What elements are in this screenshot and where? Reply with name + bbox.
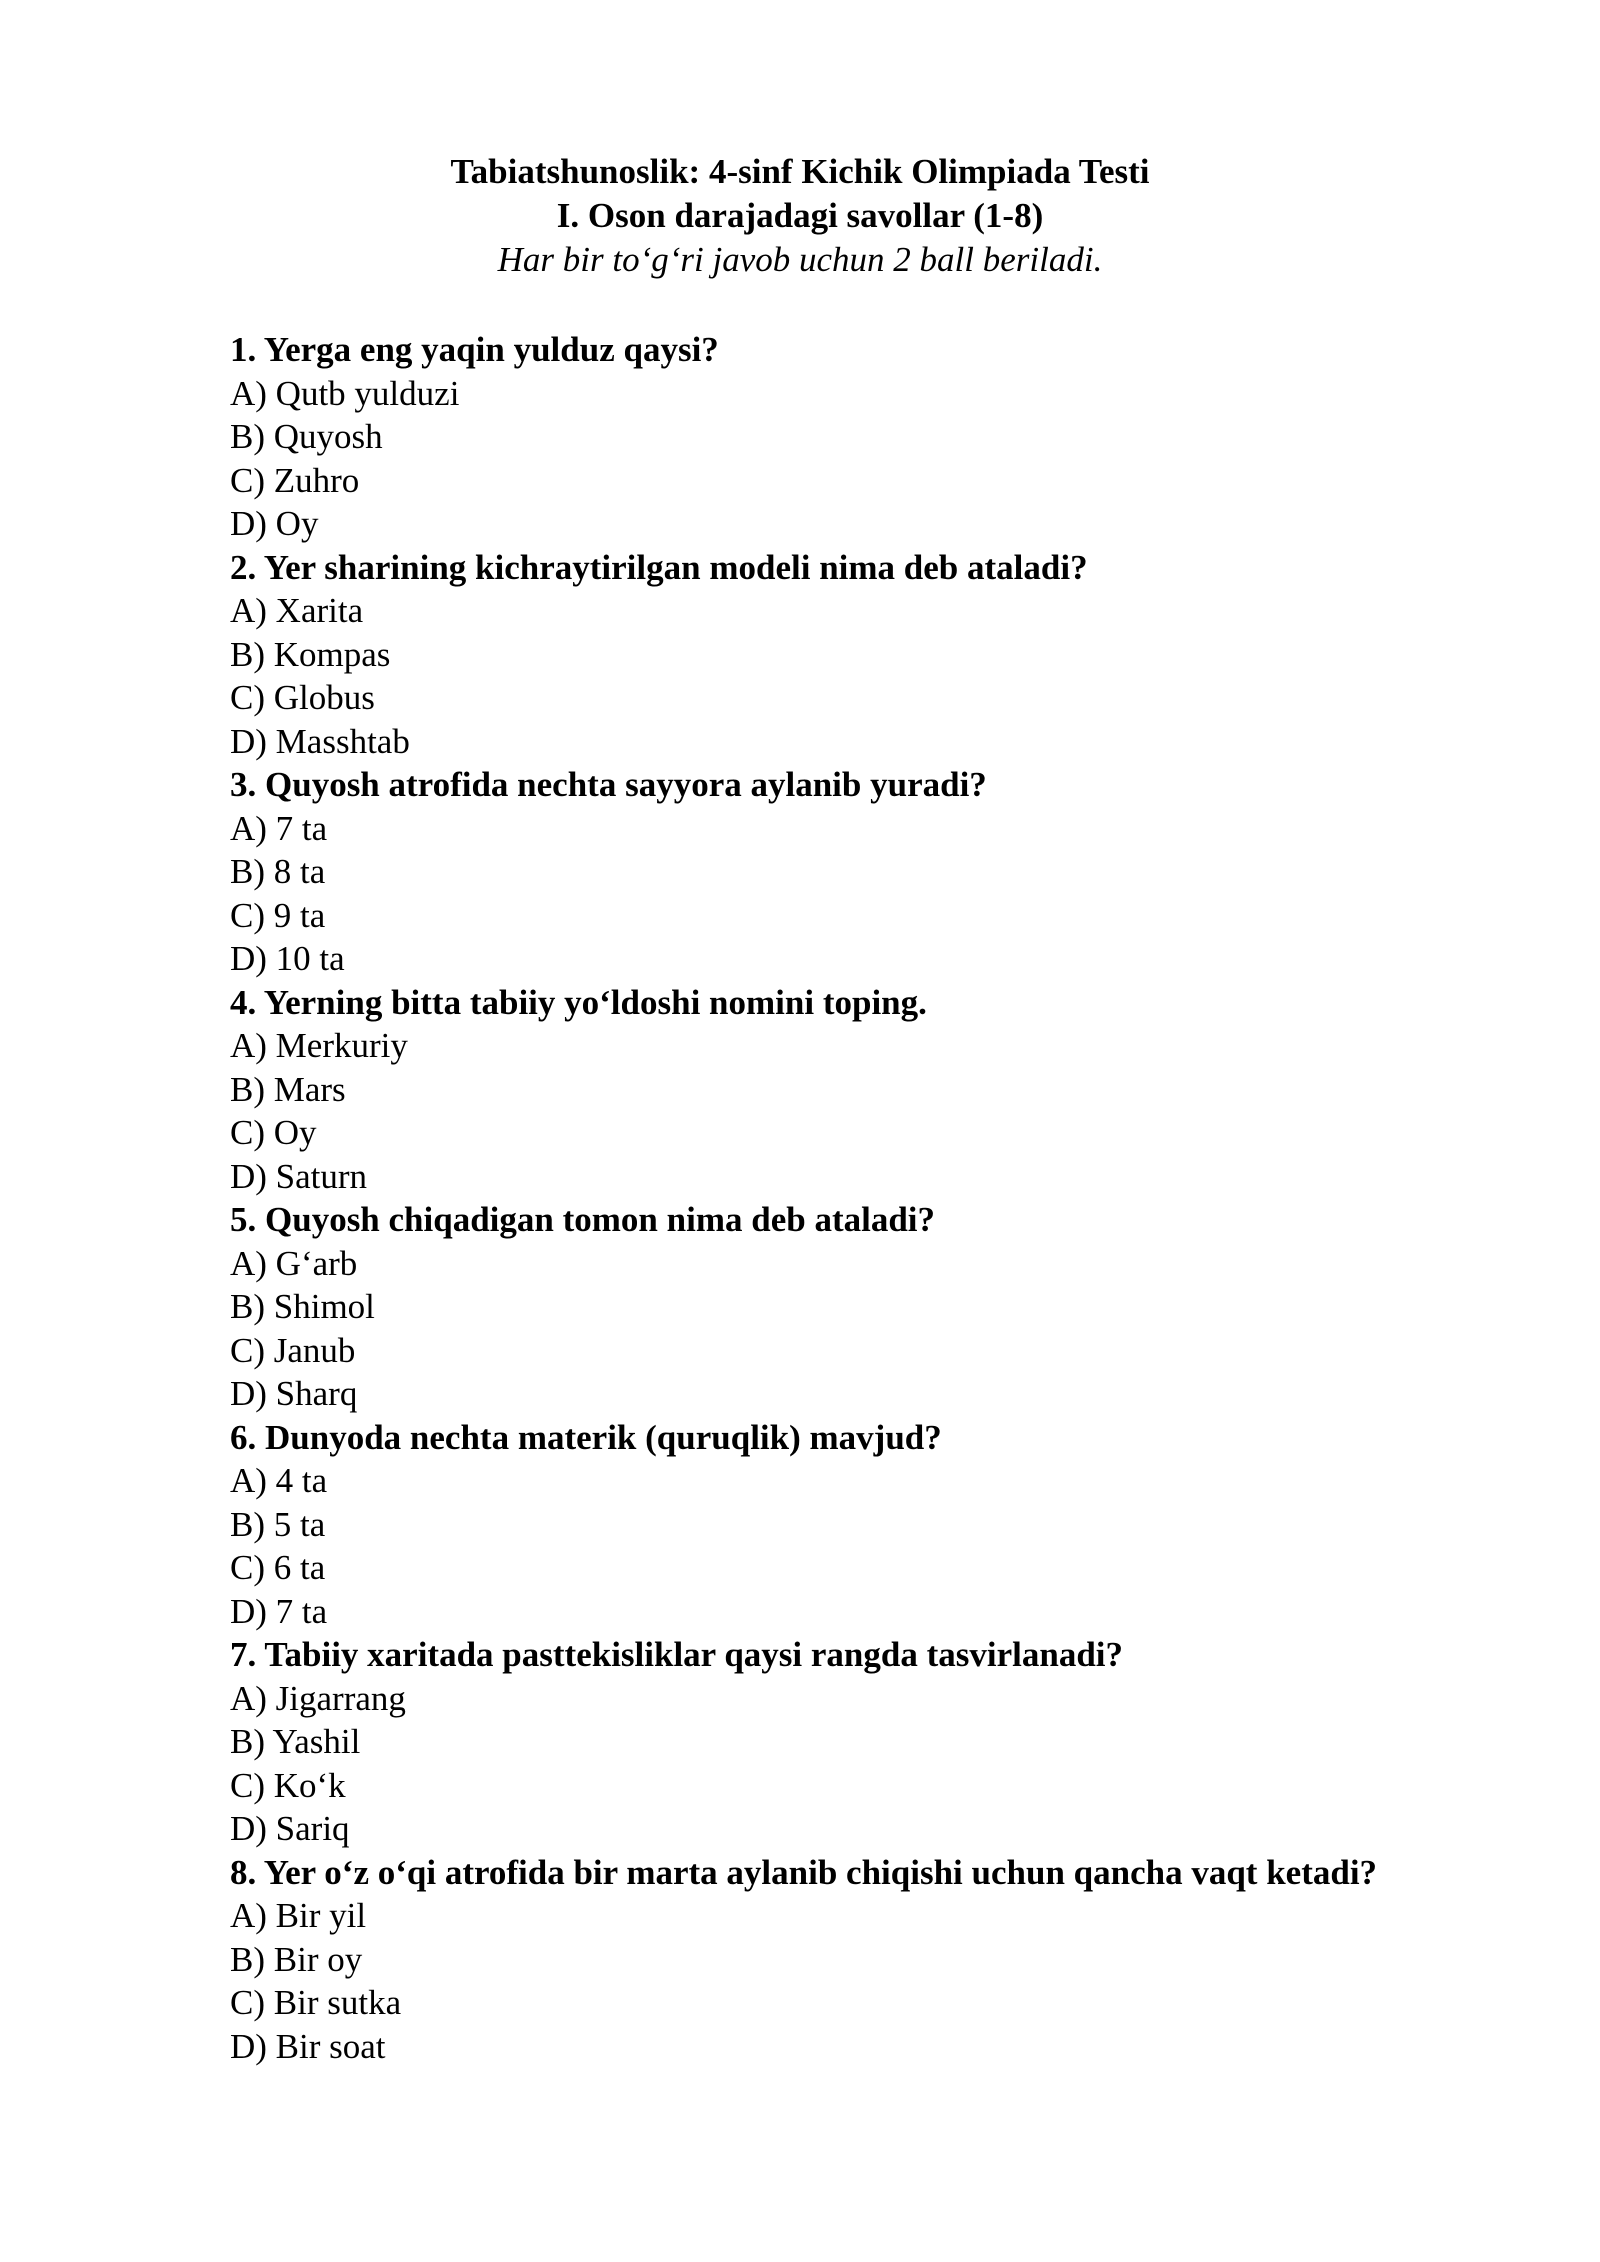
answer-option-b: B) Quyosh [230,417,383,456]
question-text: 1. Yerga eng yaqin yulduz qaysi? [230,330,719,369]
question-text: 6. Dunyoda nechta materik (quruqlik) mavjud? [230,1417,942,1457]
question-7 [230,1633,1570,1851]
question-6 [230,1416,1570,1634]
page-title: Tabiatshunoslik: 4-sinf Kichik Olimpiada Testi [450,152,1150,191]
question-1 [230,328,1570,546]
answer-option-b: B) 8 ta [230,852,326,891]
answer-option-d: D) Bir soat [230,2026,386,2066]
answer-option-b: B) Mars [230,1069,346,1109]
answer-option-a: A) 4 ta [230,1461,328,1500]
question-8 [230,1851,1570,2069]
answer-option-b: B) 5 ta [230,1504,326,1544]
question-text: 8. Yer o‘z o‘qi atrofida bir marta aylanib chiqishi uchun qancha vaqt ketadi? [230,1852,1378,1892]
answer-option-a: A) 7 ta [230,808,328,848]
answer-option-b: B) Bir oy [230,1939,363,1979]
answer-option-a: A) Merkuriy [230,1026,408,1065]
answer-option-d: D) Sharq [230,1374,358,1413]
scoring-instruction: Har bir to‘g‘ri javob uchun 2 ball beriladi. [497,240,1103,279]
answer-option-a: A) Jigarrang [230,1678,406,1718]
answer-option-b: B) Shimol [230,1287,375,1326]
question-list [230,328,1570,2068]
answer-option-c: C) Bir sutka [230,1983,402,2022]
question-5 [230,1198,1570,1416]
answer-option-d: D) Masshtab [230,721,410,761]
question-text: 7. Tabiiy xaritada pasttekisliklar qaysi rangda tasvirlanadi? [230,1635,1124,1674]
answer-option-c: C) Zuhro [230,460,360,500]
question-text: 4. Yerning bitta tabiiy yo‘ldoshi nomini toping. [230,982,927,1022]
question-4 [230,981,1570,1199]
answer-option-d: D) Sariq [230,1809,350,1848]
answer-option-c: C) Ko‘k [230,1765,346,1805]
question-3 [230,763,1570,981]
answer-option-c: C) 6 ta [230,1548,326,1587]
document-header [0,150,1600,282]
answer-option-d: D) 7 ta [230,1591,328,1631]
answer-option-d: D) Oy [230,504,319,543]
answer-option-c: C) Oy [230,1113,317,1152]
answer-option-d: D) 10 ta [230,939,345,978]
answer-option-c: C) Janub [230,1330,356,1370]
answer-option-a: A) Xarita [230,591,364,630]
answer-option-a: A) G‘arb [230,1243,358,1283]
question-text: 5. Quyosh chiqadigan tomon nima deb ataladi? [230,1200,936,1239]
answer-option-b: B) Yashil [230,1722,361,1761]
section-heading: I. Oson darajadagi savollar (1-8) [556,196,1044,235]
answer-option-a: A) Qutb yulduzi [230,373,460,413]
answer-option-b: B) Kompas [230,634,391,674]
question-text: 2. Yer sharining kichraytirilgan modeli nima deb ataladi? [230,547,1088,587]
question-2 [230,546,1570,764]
answer-option-a: A) Bir yil [230,1896,367,1935]
question-text: 3. Quyosh atrofida nechta sayyora aylanib yuradi? [230,765,987,804]
answer-option-c: C) 9 ta [230,895,326,935]
answer-option-d: D) Saturn [230,1156,368,1196]
answer-option-c: C) Globus [230,678,375,717]
